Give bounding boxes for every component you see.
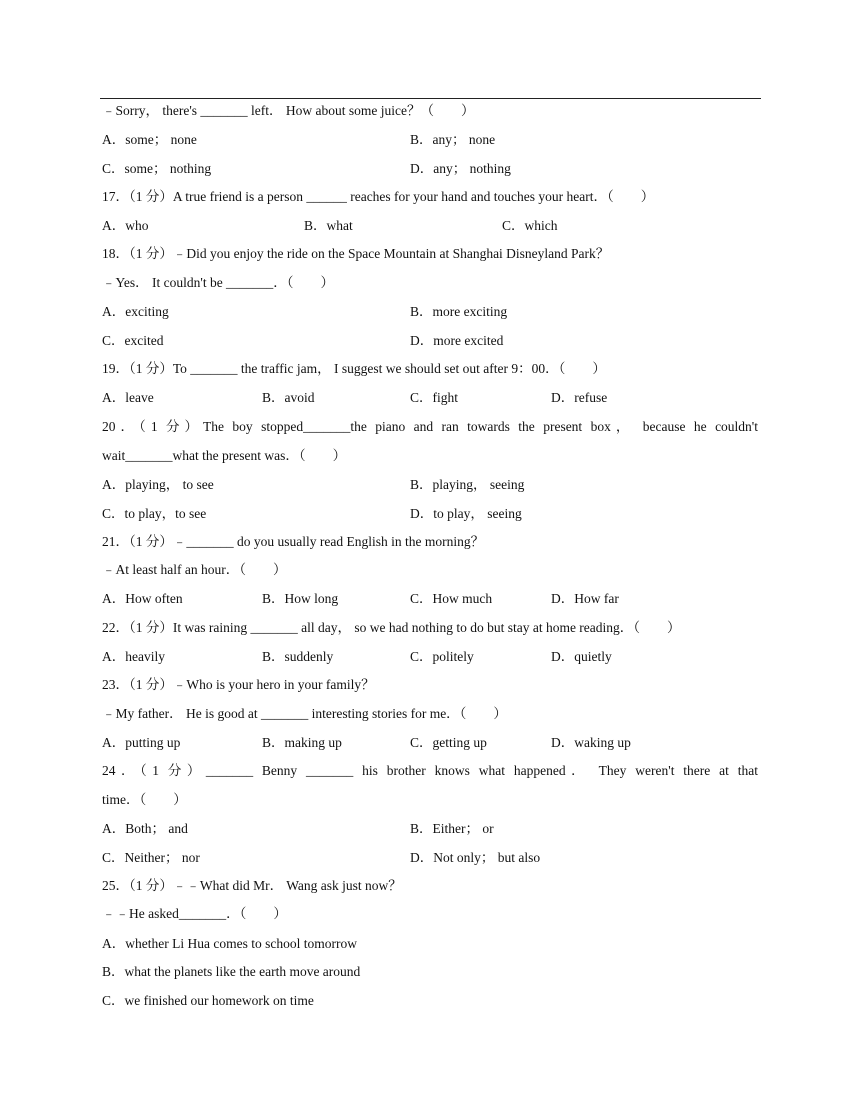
- option-22-d[interactable]: D．quietly: [551, 649, 612, 664]
- question-23-dialog: ﹣My father． He is good at _______ interesting stories for me．（ ）: [102, 706, 507, 721]
- question-23: 23．（1 分）﹣Who is your hero in your family？: [102, 677, 375, 692]
- question-24: 24．（1 分）_______ Benny _______ his brother knows what happened． They weren't there at that: [102, 763, 758, 778]
- option-23-a[interactable]: A．putting up: [102, 735, 181, 750]
- question-16-dialog: ﹣Sorry， there's _______ left． How about some juice？（ ）: [102, 103, 475, 118]
- option-23-c[interactable]: C．getting up: [410, 735, 487, 750]
- option-18-d[interactable]: D．more excited: [410, 333, 504, 348]
- option-22-b[interactable]: B．suddenly: [262, 649, 334, 664]
- question-21-dialog: ﹣At least half an hour．（ ）: [102, 562, 287, 577]
- option-25-c[interactable]: C．we finished our homework on time: [102, 993, 314, 1008]
- option-17-b[interactable]: B．what: [304, 218, 353, 233]
- option-20-b[interactable]: B．playing， seeing: [410, 477, 525, 492]
- header-rule: [100, 98, 761, 99]
- option-18-b[interactable]: B．more exciting: [410, 304, 508, 319]
- option-22-a[interactable]: A．heavily: [102, 649, 165, 664]
- option-17-a[interactable]: A．who: [102, 218, 149, 233]
- option-21-c[interactable]: C．How much: [410, 591, 493, 606]
- question-21: 21．（1 分）﹣_______ do you usually read English in the morning？: [102, 534, 485, 549]
- option-19-c[interactable]: C．fight: [410, 390, 459, 405]
- option-24-c[interactable]: C．Neither； nor: [102, 850, 200, 865]
- option-25-a[interactable]: A．whether Li Hua comes to school tomorrow: [102, 936, 357, 951]
- question-18-dialog: ﹣Yes． It couldn't be _______．（ ）: [102, 275, 335, 290]
- option-18-a[interactable]: A．exciting: [102, 304, 169, 319]
- option-23-b[interactable]: B．making up: [262, 735, 342, 750]
- option-24-d[interactable]: D．Not only； but also: [410, 850, 541, 865]
- option-24-b[interactable]: B．Either； or: [410, 821, 494, 836]
- option-25-b[interactable]: B．what the planets like the earth move around: [102, 964, 361, 979]
- option-20-a[interactable]: A．playing， to see: [102, 477, 214, 492]
- option-19-b[interactable]: B．avoid: [262, 390, 315, 405]
- option-21-a[interactable]: A．How often: [102, 591, 183, 606]
- question-24-cont: time．（ ）: [102, 792, 187, 807]
- option-17-c[interactable]: C．which: [502, 218, 558, 233]
- question-25: 25．（1 分）﹣﹣What did Mr． Wang ask just now？: [102, 878, 402, 893]
- option-20-c[interactable]: C．to play，to see: [102, 506, 207, 521]
- question-20: 20．（1 分）The boy stopped_______the piano and ran towards the present box， because he couldn't: [102, 419, 758, 434]
- option-16-d[interactable]: D．any； nothing: [410, 161, 511, 176]
- question-18: 18．（1 分）﹣Did you enjoy the ride on the Space Mountain at Shanghai Disneyland Park？: [102, 246, 610, 261]
- option-19-a[interactable]: A．leave: [102, 390, 154, 405]
- option-20-d[interactable]: D．to play， seeing: [410, 506, 522, 521]
- option-16-b[interactable]: B．any； none: [410, 132, 496, 147]
- question-19: 19．（1 分）To _______ the traffic jam， I suggest we should set out after 9：00．（ ）: [102, 361, 606, 376]
- option-16-a[interactable]: A．some； none: [102, 132, 197, 147]
- option-21-b[interactable]: B．How long: [262, 591, 339, 606]
- question-25-dialog: ﹣﹣He asked_______．（ ）: [102, 906, 287, 921]
- question-22: 22．（1 分）It was raining _______ all day， so we had nothing to do but stay at home reading．（ ）: [102, 620, 681, 635]
- option-24-a[interactable]: A．Both； and: [102, 821, 188, 836]
- question-20-cont: wait_______what the present was．（ ）: [102, 448, 347, 463]
- question-17: 17．（1 分）A true friend is a person ______ reaches for your hand and touches your heart．（ ）: [102, 189, 655, 204]
- option-22-c[interactable]: C．politely: [410, 649, 474, 664]
- option-19-d[interactable]: D．refuse: [551, 390, 608, 405]
- option-18-c[interactable]: C．excited: [102, 333, 164, 348]
- option-16-c[interactable]: C．some； nothing: [102, 161, 212, 176]
- option-21-d[interactable]: D．How far: [551, 591, 619, 606]
- option-23-d[interactable]: D．waking up: [551, 735, 631, 750]
